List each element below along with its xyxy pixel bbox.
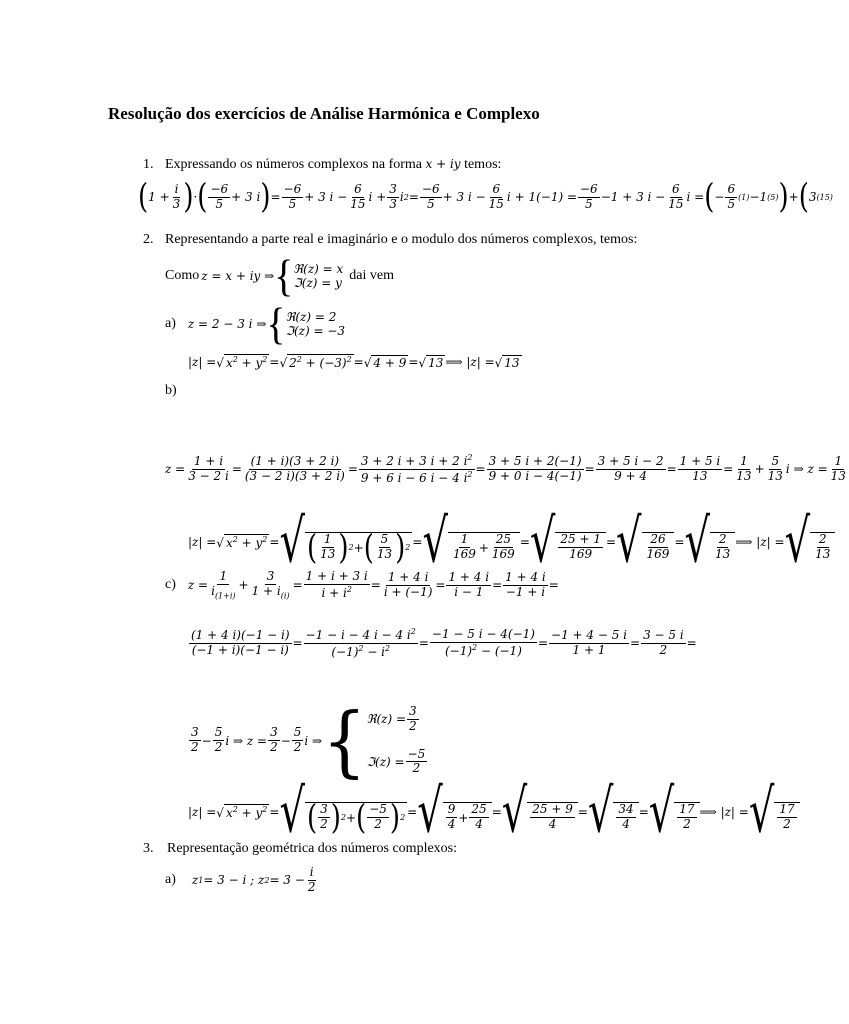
equation-c3: $\frac{3}{2}$ − $\frac{5}{2}$ i ⇒ z = $\frac{3}{2}$ − $\frac{5}{2}$ i ⇒ { ℜ(z) = $\frac{3}{2}$ ℑ(z) = $\frac{-5}{2}$ bbox=[191, 695, 426, 786]
sub-a3-label: a) bbox=[165, 872, 176, 888]
sub-b-label: b) bbox=[165, 383, 177, 398]
item-2-text: Representando a parte real e imaginário e o modulo dos números complexos, temos: bbox=[165, 232, 638, 247]
item-1 bbox=[143, 157, 501, 173]
item-3-number: 3. bbox=[143, 841, 154, 856]
modulus-a: |z| = √ $x^2 + y^2$ = √ $2^2 + (-3)^2$ = √ 4 + 9 = √ 13 ⟹ |z| = √ 13 bbox=[188, 355, 520, 370]
sub-a-label: a) bbox=[165, 316, 176, 331]
item-1-text: Expressando os números complexos na forma bbox=[165, 157, 422, 172]
item-1-number: 1. bbox=[143, 157, 154, 172]
sub-a: a) z = 2 − 3 i ⇒ { ℜ(z) = 2 ℑ(z) = −3 bbox=[165, 298, 346, 349]
equation-b: z = $\frac{1 + i}{3 - 2 i}$ = $\frac{(1 + i)(3 + 2 i)}{(3 - 2 i)(3 + 2 i)}$ = $\frac{3 + 2 i + 3 i + 2 i^2}{9 + 6 i - 6 i - 4 i^2}$ = $\frac{3 + 5 i + 2(-1)}{9 + 0 i - 4(-1)}$ = $\frac{3 + 5 i - 2}{9 + 4}$ = $\frac{1 + 5 i}{13}$ = $\frac{1}{13}$ + $\frac{5}{13}$ i ⇒ z = $\frac{1}{13}$ bbox=[165, 453, 846, 485]
como-line: Como z = x + iy ⇒ { ℜ(z) = x ℑ(z) = y dai vem bbox=[165, 250, 395, 301]
dai-vem: dai vem bbox=[349, 268, 395, 283]
item-2 bbox=[143, 232, 637, 248]
equation-c2: $\frac{(1 + 4 i)(-1 - i)}{(-1 + i)(-1 - i)}$ = $\frac{-1 - i - 4 i - 4 i^2}{(-1)^2 - i^2}$ = $\frac{-1 - 5 i - 4(-1)}{(-1)^2 - (-1)}$ = $\frac{-1 + 4 - 5 i}{1 + 1}$ = $\frac{3 - 5 i}{2}$ = bbox=[191, 627, 697, 659]
page-title: Resolução dos exercícios de Análise Harmónica e Complexo bbox=[108, 104, 540, 123]
como-label: Como bbox=[165, 268, 200, 283]
sub-c: c) z = $\frac{1}{i_{(1+i)}}$ + $\frac{3}{1 + i_{(i)}}$ = $\frac{1 + i + 3 i}{i + i^2}$ = $\frac{1 + 4 i}{i + (-1)}$ = $\frac{1 + 4 i}{i - 1}$ = $\frac{1 + 4 i}{-1 + i}$ = bbox=[165, 569, 559, 601]
modulus-b: |z| = √ $x^2 + y^2$ = √ ( $\frac{1}{13}$ ) 2 + ( $\frac{5}{13}$ ) 2 = √ $\frac{1}{169}$ + $\frac{25}{169}$ = √ $\frac{25 + 1}{169}$ = √ $\frac{26}{169}$ = √ $\frac{2}{13}$ ⟹ |z| = √ $\frac{2}{13}$ bbox=[188, 522, 835, 562]
item-3 bbox=[143, 841, 457, 857]
item-3-text: Representação geométrica dos números complexos: bbox=[167, 841, 458, 856]
item-1-math: x + iy bbox=[425, 157, 461, 171]
sub-a3: a) z 1 = 3 − i ; z 2 = 3 − $\frac{i}{2}$ bbox=[165, 865, 316, 894]
equation-1: ( 1 + $\frac{i}{3}$ ) · ( $\frac{-6}{5}$ + 3 i ) = $\frac{-6}{5}$ + 3 i − $\frac{6}{15}$ i + $\frac{3}{3}$ i 2 = $\frac{-6}{5}$ + 3 i − $\frac{6}{15}$ i + 1(−1) = $\frac{-6}{5}$ −1 + 3 i − $\frac{6}{15}$ i = ( − $\frac{6}{5}$ (1) −1 (5) ) + ( 3 (15) bbox=[138, 177, 833, 217]
modulus-c: |z| = √ $x^2 + y^2$ = √ ( $\frac{3}{2}$ ) 2 + ( $\frac{-5}{2}$ ) 2 = √ $\frac{9}{4}$ + $\frac{25}{4}$ = √ $\frac{25 + 9}{4}$ = √ $\frac{34}{4}$ = √ $\frac{17}{2}$ ⟹ |z| = √ $\frac{17}{2}$ bbox=[188, 792, 800, 832]
sub-c-label: c) bbox=[165, 577, 176, 593]
item-1-tail: temos: bbox=[464, 157, 502, 172]
item-2-number: 2. bbox=[143, 232, 154, 247]
